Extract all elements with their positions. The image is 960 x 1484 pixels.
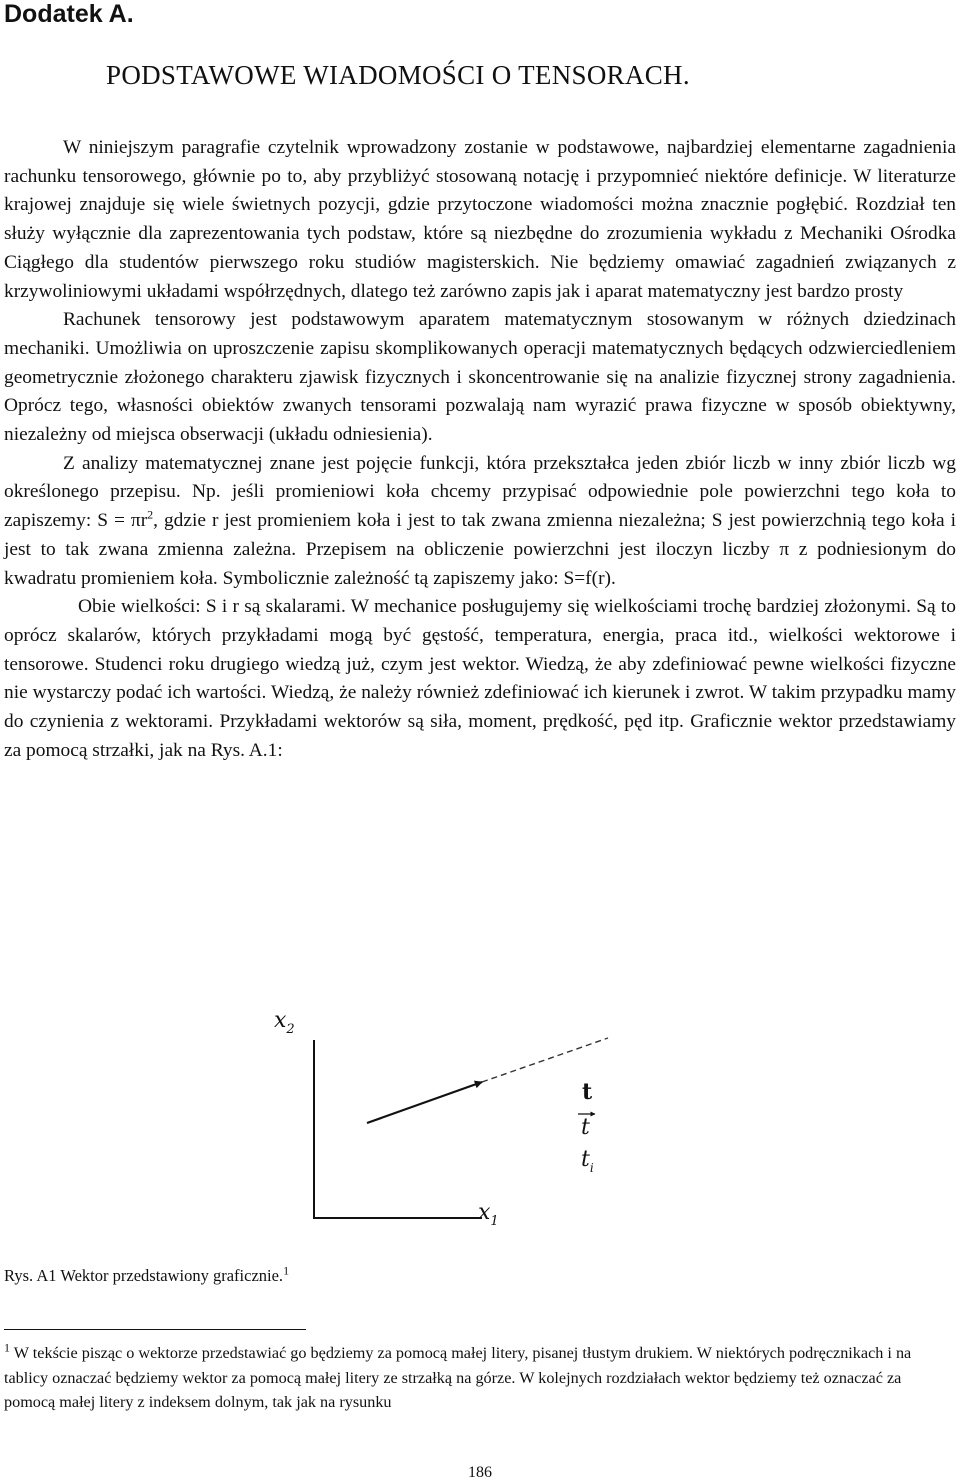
paragraph-2 bbox=[4, 306, 956, 450]
caption-footnote-ref: 1 bbox=[283, 1263, 290, 1278]
vector-arrow bbox=[367, 1082, 482, 1123]
paragraph-1-text: W niniejszym paragrafie czytelnik wprowadzony zostanie w podstawowe, najbardziej elementarne zagadnienia rachunku tensorowego, głównie po to, aby przybliżyć stosowaną notację i przypomnieć niektóre definicje. W literaturze krajowej znajduje się wiele świetnych pozycji, gdzie przytoczone wiadomości można znacznie pogłębić. Rozdział ten służy wyłącznie dla zaprezentowania tych podstaw, które są niezbędne do zrozumienia wykładu z Mechaniki Ośrodka Ciągłego dla studentów pierwszego roku studiów magisterskich. Nie będziemy omawiać zagadnień związanych z krzywoliniowymi układami współrzędnych, dlatego też zarówno zapis jak i aparat matematyczny jest bardzo prosty bbox=[4, 137, 956, 302]
vector-label-arrow: t bbox=[581, 1115, 590, 1140]
paragraph-4-text: Obie wielkości: S i r są skalarami. W mechanice posługujemy się wielkościami trochę bardziej złożonymi. Są to oprócz skalarów, których przykładami mogą być gęstość, temperatura, energia, praca itd., wielkości wektorowe i tensorowe. Studenci roku drugiego wiedzą już, czym jest wektor. Wiedzą, że aby zdefiniować pewne wielkości fizyczne nie wystarczy podać ich wartości. Wiedzą, że należy również zdefiniować ich kierunek i zwrot. W takim przypadku mamy do czynienia z wektorami. Przykładami wektorów są siła, moment, prędkość, pęd itp. Graficznie wektor przedstawiamy za pomocą strzałki, jak na Rys. A.1: bbox=[4, 596, 956, 761]
vector-label-index: $t_i$ bbox=[581, 1147, 594, 1175]
paragraph-1 bbox=[4, 134, 956, 306]
body-text bbox=[4, 134, 956, 765]
footnote bbox=[4, 1341, 952, 1415]
appendix-heading: Dodatek A. bbox=[4, 0, 134, 28]
line-of-action bbox=[482, 1038, 608, 1082]
figure-caption bbox=[4, 1263, 290, 1286]
paragraph-4 bbox=[4, 593, 956, 765]
footnote-text: W tekście pisząc o wektorze przedstawiać go będziemy za pomocą małej litery, pisanej tłustym drukiem. W niektórych podręcznikach i na tablicy oznaczać będziemy wektor za pomocą małej litery ze strzałką na górze. W kolejnych rozdziałach wektor będziemy też oznaczać za pomocą małej litery z indeksem dolnym, tak jak na rysunku bbox=[4, 1344, 912, 1411]
x2-axis-label: $x_2$ bbox=[274, 1008, 295, 1037]
superscript-2: 2 bbox=[147, 507, 154, 522]
caption-text: Rys. A1 Wektor przedstawiony graficznie. bbox=[4, 1266, 284, 1285]
page-number: 186 bbox=[468, 1464, 492, 1481]
page-title: PODSTAWOWE WIADOMOŚCI O TENSORACH. bbox=[106, 60, 690, 90]
paragraph-3-text: Z analizy matematycznej znane jest pojęcie funkcji, która przekształca jeden zbiór liczb w inny zbiór liczb wg określonego przepisu. Np. jeśli promieniowi koła chcemy przypisać odpowiednie pole powierzchni tego koła to zapiszemy: S = πr bbox=[4, 452, 956, 532]
vector-label-bold: t bbox=[582, 1079, 593, 1105]
paragraph-3 bbox=[4, 450, 956, 594]
footnote-marker: 1 bbox=[4, 1340, 10, 1355]
x1-axis-label: $x_1$ bbox=[478, 1200, 499, 1229]
vector-figure bbox=[260, 1000, 620, 1236]
paragraph-2-text: Rachunek tensorowy jest podstawowym aparatem matematycznym stosowanym w różnych dziedzinach mechaniki. Umożliwia on uproszczenie zapisu skomplikowanych operacji matematycznych będących odzwierciedleniem geometrycznie złożonego charakteru zjawisk fizycznych i skoncentrowanie się na analizie fizycznej strony zagadnienia. Oprócz tego, własności obiektów zwanych tensorami pozwalają nam wyrazić prawa fizyczne w sposób obiektywny, niezależny od miejsca obserwacji (układu odniesienia). bbox=[4, 309, 956, 446]
paragraph-3-text-cont: , gdzie r jest promieniem koła i jest to tak zwana zmienna niezależna; S jest powierzchnią tego koła i jest to tak zwana zmienna zależna. Przepisem na obliczenie powierzchni jest iloczyn liczby π z podniesionym do kwadratu promieniem koła. Symbolicznie zależność tą zapiszemy jako: S=f(r). bbox=[4, 510, 956, 589]
footnote-divider bbox=[4, 1329, 306, 1330]
